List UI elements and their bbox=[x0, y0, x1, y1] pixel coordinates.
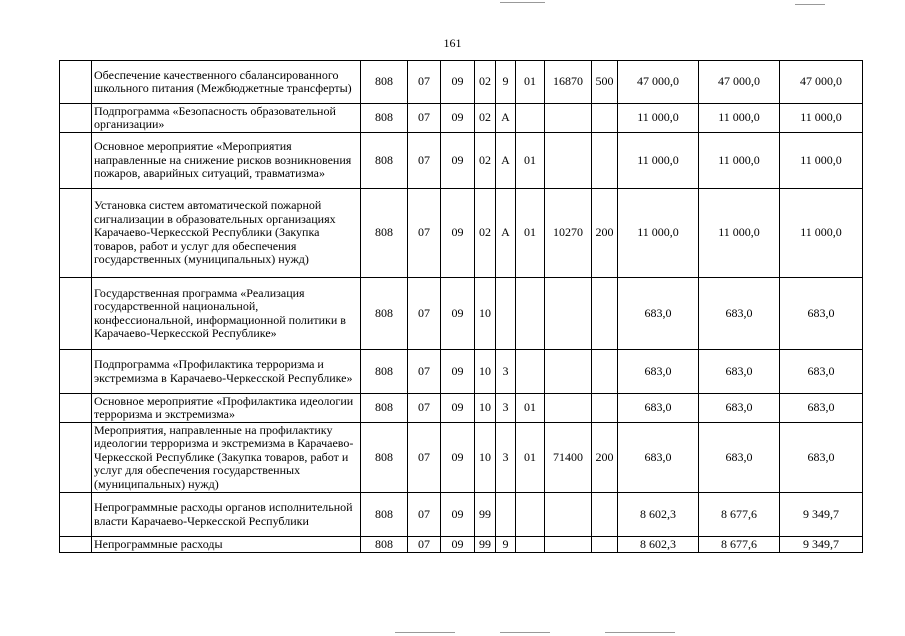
cell-y1: 11 000,0 bbox=[618, 189, 699, 278]
cell-y2: 8 677,6 bbox=[699, 493, 780, 537]
cell-c3 bbox=[516, 350, 545, 394]
table-row bbox=[60, 493, 863, 537]
cell-c2: 3 bbox=[496, 423, 516, 493]
cell-pr: 09 bbox=[441, 104, 475, 133]
cell-y3: 683,0 bbox=[780, 394, 863, 423]
cell-y2: 11 000,0 bbox=[699, 189, 780, 278]
cell-rz: 07 bbox=[408, 493, 441, 537]
cell-c4 bbox=[545, 537, 592, 553]
cell-gr: 808 bbox=[361, 61, 408, 104]
cell-y1: 47 000,0 bbox=[618, 61, 699, 104]
table-row bbox=[60, 61, 863, 104]
cell-y2: 11 000,0 bbox=[699, 133, 780, 189]
cell-pr: 09 bbox=[441, 133, 475, 189]
cell-c1: 10 bbox=[475, 423, 496, 493]
cell-pr: 09 bbox=[441, 189, 475, 278]
cell-y2: 8 677,6 bbox=[699, 537, 780, 553]
table-row bbox=[60, 189, 863, 278]
cell-c2: 3 bbox=[496, 394, 516, 423]
cell-rz: 07 bbox=[408, 537, 441, 553]
cell-y2: 683,0 bbox=[699, 278, 780, 350]
cell-rz: 07 bbox=[408, 350, 441, 394]
cell-y1: 683,0 bbox=[618, 278, 699, 350]
cell-vr bbox=[592, 493, 618, 537]
cell-c3: 01 bbox=[516, 423, 545, 493]
cell-c4: 10270 bbox=[545, 189, 592, 278]
cell-pr: 09 bbox=[441, 394, 475, 423]
cell-vr bbox=[592, 350, 618, 394]
cell-c3: 01 bbox=[516, 61, 545, 104]
cell-pr: 09 bbox=[441, 423, 475, 493]
cell-c4 bbox=[545, 133, 592, 189]
cell-vr bbox=[592, 537, 618, 553]
cell-rz: 07 bbox=[408, 133, 441, 189]
cell-y2: 47 000,0 bbox=[699, 61, 780, 104]
scan-artifact bbox=[605, 632, 675, 633]
row-number-cell bbox=[60, 394, 92, 423]
cell-name: Непрограммные расходы органов исполнительной власти Карачаево-Черкесской Республики bbox=[92, 493, 361, 537]
cell-c3: 01 bbox=[516, 189, 545, 278]
table-row bbox=[60, 104, 863, 133]
table-row bbox=[60, 278, 863, 350]
cell-y2: 683,0 bbox=[699, 423, 780, 493]
cell-y3: 9 349,7 bbox=[780, 493, 863, 537]
cell-y3: 683,0 bbox=[780, 423, 863, 493]
table-row bbox=[60, 350, 863, 394]
cell-vr bbox=[592, 104, 618, 133]
row-number-cell bbox=[60, 133, 92, 189]
row-number-cell bbox=[60, 423, 92, 493]
cell-gr: 808 bbox=[361, 537, 408, 553]
cell-y2: 683,0 bbox=[699, 350, 780, 394]
cell-c1: 02 bbox=[475, 133, 496, 189]
cell-c4: 71400 bbox=[545, 423, 592, 493]
cell-c4 bbox=[545, 104, 592, 133]
cell-y1: 11 000,0 bbox=[618, 133, 699, 189]
cell-y3: 11 000,0 bbox=[780, 133, 863, 189]
cell-c3 bbox=[516, 493, 545, 537]
cell-y1: 11 000,0 bbox=[618, 104, 699, 133]
cell-gr: 808 bbox=[361, 104, 408, 133]
cell-c3 bbox=[516, 278, 545, 350]
row-number-cell bbox=[60, 278, 92, 350]
cell-name: Мероприятия, направленные на профилактику идеологии терроризма и экстремизма в Карачаево-Черкесской Республике (Закупка товаров, работ и услуг для обеспечения государственных (муниципальных) нужд) bbox=[92, 423, 361, 493]
scan-artifact bbox=[795, 4, 825, 5]
cell-vr bbox=[592, 278, 618, 350]
cell-y1: 683,0 bbox=[618, 350, 699, 394]
cell-pr: 09 bbox=[441, 61, 475, 104]
cell-c3: 01 bbox=[516, 133, 545, 189]
cell-rz: 07 bbox=[408, 61, 441, 104]
cell-vr bbox=[592, 394, 618, 423]
cell-vr: 200 bbox=[592, 423, 618, 493]
cell-c4: 16870 bbox=[545, 61, 592, 104]
cell-rz: 07 bbox=[408, 423, 441, 493]
cell-y3: 11 000,0 bbox=[780, 189, 863, 278]
cell-y3: 683,0 bbox=[780, 278, 863, 350]
cell-pr: 09 bbox=[441, 493, 475, 537]
cell-y2: 11 000,0 bbox=[699, 104, 780, 133]
cell-rz: 07 bbox=[408, 394, 441, 423]
scan-artifact bbox=[395, 632, 455, 633]
cell-vr: 500 bbox=[592, 61, 618, 104]
cell-y1: 8 602,3 bbox=[618, 537, 699, 553]
cell-c1: 02 bbox=[475, 61, 496, 104]
page-number: 161 bbox=[443, 36, 462, 50]
table-row bbox=[60, 394, 863, 423]
scan-artifact bbox=[500, 2, 545, 3]
cell-gr: 808 bbox=[361, 350, 408, 394]
cell-name: Подпрограмма «Безопасность образовательной организации» bbox=[92, 104, 361, 133]
row-number-cell bbox=[60, 189, 92, 278]
cell-gr: 808 bbox=[361, 278, 408, 350]
cell-y1: 683,0 bbox=[618, 423, 699, 493]
cell-rz: 07 bbox=[408, 104, 441, 133]
cell-c3 bbox=[516, 537, 545, 553]
cell-c1: 99 bbox=[475, 493, 496, 537]
cell-pr: 09 bbox=[441, 350, 475, 394]
scan-artifact bbox=[500, 632, 550, 633]
row-number-cell bbox=[60, 493, 92, 537]
cell-c1: 02 bbox=[475, 104, 496, 133]
cell-y1: 683,0 bbox=[618, 394, 699, 423]
cell-c1: 10 bbox=[475, 394, 496, 423]
cell-y3: 9 349,7 bbox=[780, 537, 863, 553]
cell-name: Государственная программа «Реализация государственной национальной, конфессиональной, информационной политики в Карачаево-Черкесской Республике» bbox=[92, 278, 361, 350]
cell-gr: 808 bbox=[361, 394, 408, 423]
cell-c2: 3 bbox=[496, 350, 516, 394]
cell-c4 bbox=[545, 394, 592, 423]
cell-name: Основное мероприятие «Мероприятия направленные на снижение рисков возникновения пожаров, аварийных ситуаций, травматизма» bbox=[92, 133, 361, 189]
cell-gr: 808 bbox=[361, 133, 408, 189]
cell-rz: 07 bbox=[408, 278, 441, 350]
row-number-cell bbox=[60, 537, 92, 553]
cell-c2: А bbox=[496, 133, 516, 189]
cell-gr: 808 bbox=[361, 189, 408, 278]
cell-c1: 10 bbox=[475, 278, 496, 350]
cell-c3: 01 bbox=[516, 394, 545, 423]
cell-name: Непрограммные расходы bbox=[92, 537, 361, 553]
cell-c2: А bbox=[496, 189, 516, 278]
cell-name: Обеспечение качественного сбалансированного школьного питания (Межбюджетные трансферты) bbox=[92, 61, 361, 104]
cell-y3: 11 000,0 bbox=[780, 104, 863, 133]
cell-c1: 10 bbox=[475, 350, 496, 394]
cell-c2: 9 bbox=[496, 61, 516, 104]
cell-gr: 808 bbox=[361, 493, 408, 537]
cell-name: Основное мероприятие «Профилактика идеологии терроризма и экстремизма» bbox=[92, 394, 361, 423]
cell-pr: 09 bbox=[441, 537, 475, 553]
cell-y1: 8 602,3 bbox=[618, 493, 699, 537]
cell-c4 bbox=[545, 493, 592, 537]
cell-c2 bbox=[496, 493, 516, 537]
cell-c1: 99 bbox=[475, 537, 496, 553]
table-row bbox=[60, 537, 863, 553]
row-number-cell bbox=[60, 104, 92, 133]
row-number-cell bbox=[60, 350, 92, 394]
cell-gr: 808 bbox=[361, 423, 408, 493]
cell-pr: 09 bbox=[441, 278, 475, 350]
table-row bbox=[60, 133, 863, 189]
cell-y3: 683,0 bbox=[780, 350, 863, 394]
row-number-cell bbox=[60, 61, 92, 104]
cell-rz: 07 bbox=[408, 189, 441, 278]
cell-y3: 47 000,0 bbox=[780, 61, 863, 104]
cell-name: Подпрограмма «Профилактика терроризма и экстремизма в Карачаево-Черкесской Республике» bbox=[92, 350, 361, 394]
budget-table bbox=[59, 60, 863, 553]
cell-c4 bbox=[545, 278, 592, 350]
cell-c2: 9 bbox=[496, 537, 516, 553]
cell-y2: 683,0 bbox=[699, 394, 780, 423]
cell-c1: 02 bbox=[475, 189, 496, 278]
cell-c2: А bbox=[496, 104, 516, 133]
cell-name: Установка систем автоматической пожарной сигнализации в образовательных организациях Карачаево-Черкесской Республики (Закупка товаров, работ и услуг для обеспечения государственных (муниципальных) нужд) bbox=[92, 189, 361, 278]
cell-c2 bbox=[496, 278, 516, 350]
table-row bbox=[60, 423, 863, 493]
cell-vr: 200 bbox=[592, 189, 618, 278]
cell-c4 bbox=[545, 350, 592, 394]
cell-c3 bbox=[516, 104, 545, 133]
cell-vr bbox=[592, 133, 618, 189]
